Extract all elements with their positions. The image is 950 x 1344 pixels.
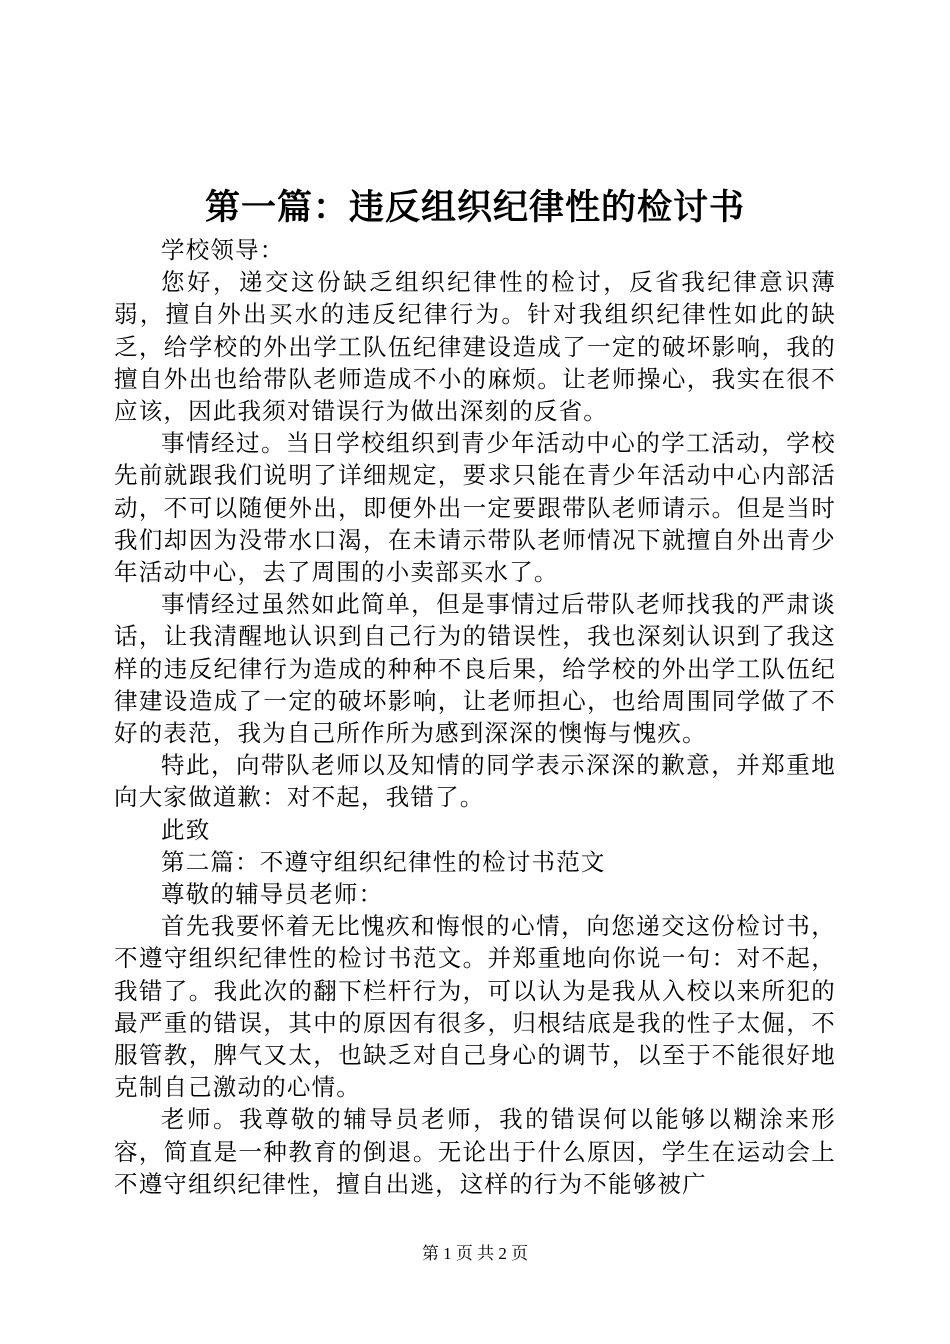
paragraph: 事情经过虽然如此简单，但是事情过后带队老师找我的严肃谈话，让我清醒地认识到自己行为的错误性，我也深刻认识到了我这样的违反纪律行为造成的种种不良后果，给学校的外出学工队伍纪律建设造成了一定的破坏影响，让老师担心，也给周围同学做了不好的表范，我为自己所作所为感到深深的懊悔与愧疚。 [114,590,836,748]
document-title: 第一篇：违反组织纪律性的检讨书 [204,187,745,228]
section-heading: 第二篇：不遵守组织纪律性的检讨书范文 [161,847,606,876]
salutation: 学校领导： [161,236,285,264]
paragraph: 事情经过。当日学校组织到青少年活动中心的学工活动，学校先前就跟我们说明了详细规定，要求只能在青少年活动中心内部活动，不可以随便外出，即便外出一定要跟带队老师请示。但是当时我们却因为没带水口渴，在未请示带队老师情况下就擅自外出青少年活动中心，去了周围的小卖部买水了。 [114,429,836,587]
paragraph: 特此，向带队老师以及知情的同学表示深深的歉意，并郑重地向大家做道歉：对不起，我错了。 [114,751,836,812]
paragraph: 老师。我尊敬的辅导员老师，我的错误何以能够以糊涂来形容，简直是一种教育的倒退。无论出于什么原因，学生在运动会上不遵守组织纪律性，擅自出逃，这样的行为不能够被广 [114,1105,836,1198]
page-number-footer: 第 1 页 共 2 页 [421,1244,529,1263]
paragraph: 首先我要怀着无比愧疚和悔恨的心情，向您递交这份检讨书，不遵守组织纪律性的检讨书范文。并郑重地向你说一句：对不起，我错了。我此次的翻下栏杆行为，可以认为是我从入校以来所犯的最严重的错误，其中的原因有很多，归根结底是我的性子太倔，不服管教，脾气又太，也缺乏对自己身心的调节，以至于不能很好地克制自己激动的心情。 [114,912,836,1102]
salutation: 尊敬的辅导员老师： [161,880,384,909]
document-body [114,234,836,1200]
paragraph: 您好，递交这份缺乏组织纪律性的检讨，反省我纪律意识薄弱，擅自外出买水的违反纪律行为。针对我组织纪律性如此的缺乏，给学校的外出学工队伍纪律建设造成了一定的破坏影响，我的擅自外出也给带队老师造成不小的麻烦。让老师操心，我实在很不应该，因此我须对错误行为做出深刻的反省。 [114,268,836,426]
closing: 此致 [161,815,211,844]
